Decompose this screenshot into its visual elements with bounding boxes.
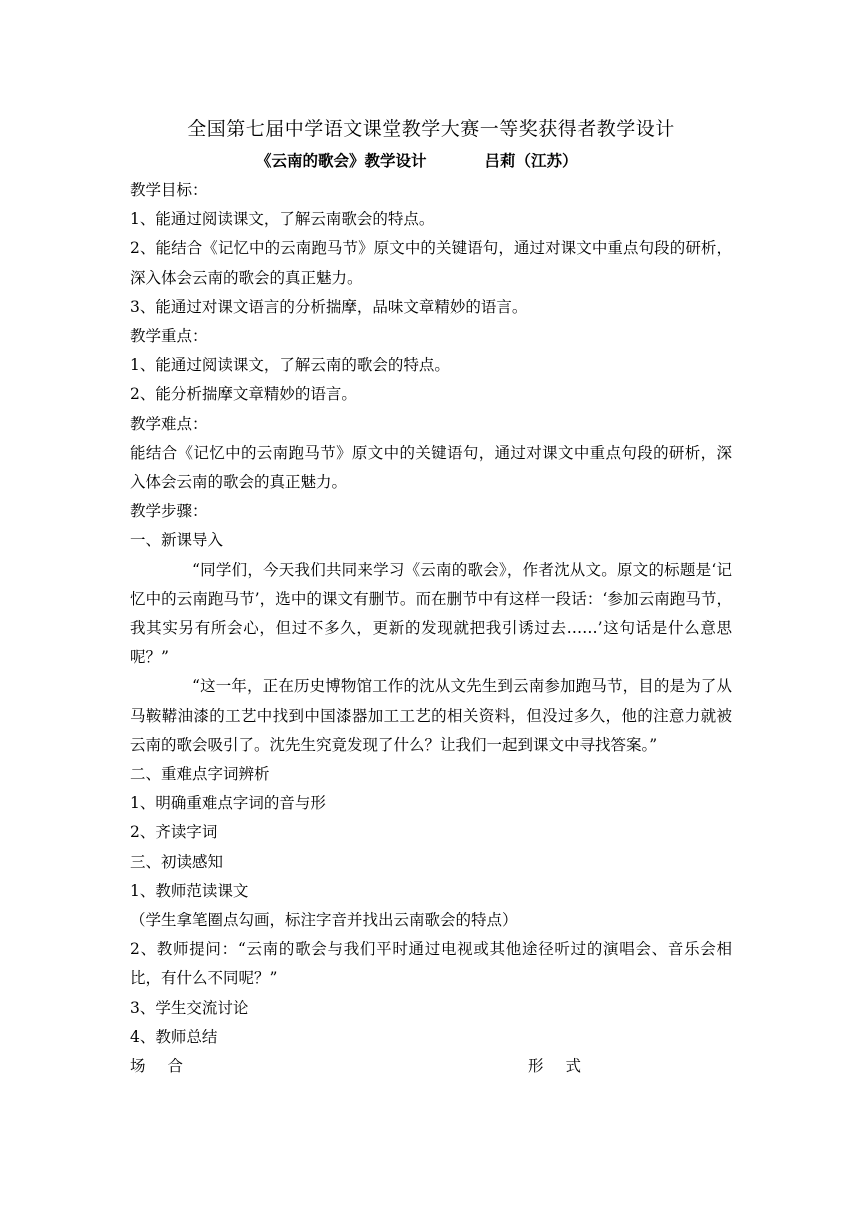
author-name: 吕莉（江苏） <box>484 152 578 170</box>
step-heading: 一、新课导入 <box>130 531 224 550</box>
step-item: 1、教师范读课文 <box>130 881 249 900</box>
step-note: （学生拿笔圈点勾画，标注字音并找出云南歌会的特点） <box>130 911 518 930</box>
table-header-occasion: 场合 <box>130 1057 206 1076</box>
step-item: 2、教师提问：“云南的歌会与我们平时通过电视或其他途径听过的演唱会、音乐会相比，有什么不同呢？” <box>130 940 732 988</box>
key-point-item: 2、能分析揣摩文章精妙的语言。 <box>130 385 357 404</box>
section-heading-steps: 教学步骤： <box>130 502 208 521</box>
lesson-title: 《云南的歌会》教学设计 <box>256 152 427 170</box>
document-body <box>130 114 732 1081</box>
step-paragraph: “同学们，今天我们共同来学习《云南的歌会》，作者沈从文。原文的标题是‘记忆中的云南跑马节’，选中的课文有删节。而在删节中有这样一段话：‘参加云南跑马节，我其实另有所会心，但过不多久，更新的发现就把我引诱过去……’这句话是什么意思呢？” <box>130 560 732 667</box>
difficulty-item: 能结合《记忆中的云南跑马节》原文中的关键语句，通过对课文中重点句段的研析，深入体会云南的歌会的真正魅力。 <box>130 443 732 492</box>
step-paragraph: “这一年，正在历史博物馆工作的沈从文先生到云南参加跑马节，目的是为了从马鞍鞯油漆的工艺中找到中国漆器加工工艺的相关资料，但没过多久，他的注意力就被云南的歌会吸引了。沈先生究竟发现了什么？让我们一起到课文中寻找答案。” <box>130 677 732 754</box>
document-subtitle-line <box>130 148 732 174</box>
document-title: 全国第七届中学语文课堂教学大赛一等奖获得者教学设计 <box>187 118 675 140</box>
key-point-item: 1、能通过阅读课文，了解云南的歌会的特点。 <box>130 356 450 375</box>
step-item: 2、齐读字词 <box>130 823 218 842</box>
objective-item: 1、能通过阅读课文，了解云南歌会的特点。 <box>130 210 435 229</box>
section-heading-objectives: 教学目标： <box>130 181 208 199</box>
step-item: 4、教师总结 <box>130 1027 218 1046</box>
step-heading: 二、重难点字词辨析 <box>130 765 270 784</box>
comparison-table-header <box>130 1052 732 1081</box>
section-heading-key-points: 教学重点： <box>130 327 208 346</box>
table-header-form: 形式 <box>528 1057 604 1076</box>
step-heading: 三、初读感知 <box>130 852 224 871</box>
objective-item: 3、能通过对课文语言的分析揣摩，品味文章精妙的语言。 <box>130 297 528 316</box>
objective-item: 2、能结合《记忆中的云南跑马节》原文中的关键语句，通过对课文中重点句段的研析，深入体会云南的歌会的真正魅力。 <box>130 239 732 287</box>
step-item: 1、明确重难点字词的音与形 <box>130 794 326 813</box>
step-item: 3、学生交流讨论 <box>130 998 249 1017</box>
section-heading-difficulties: 教学难点： <box>130 414 208 433</box>
